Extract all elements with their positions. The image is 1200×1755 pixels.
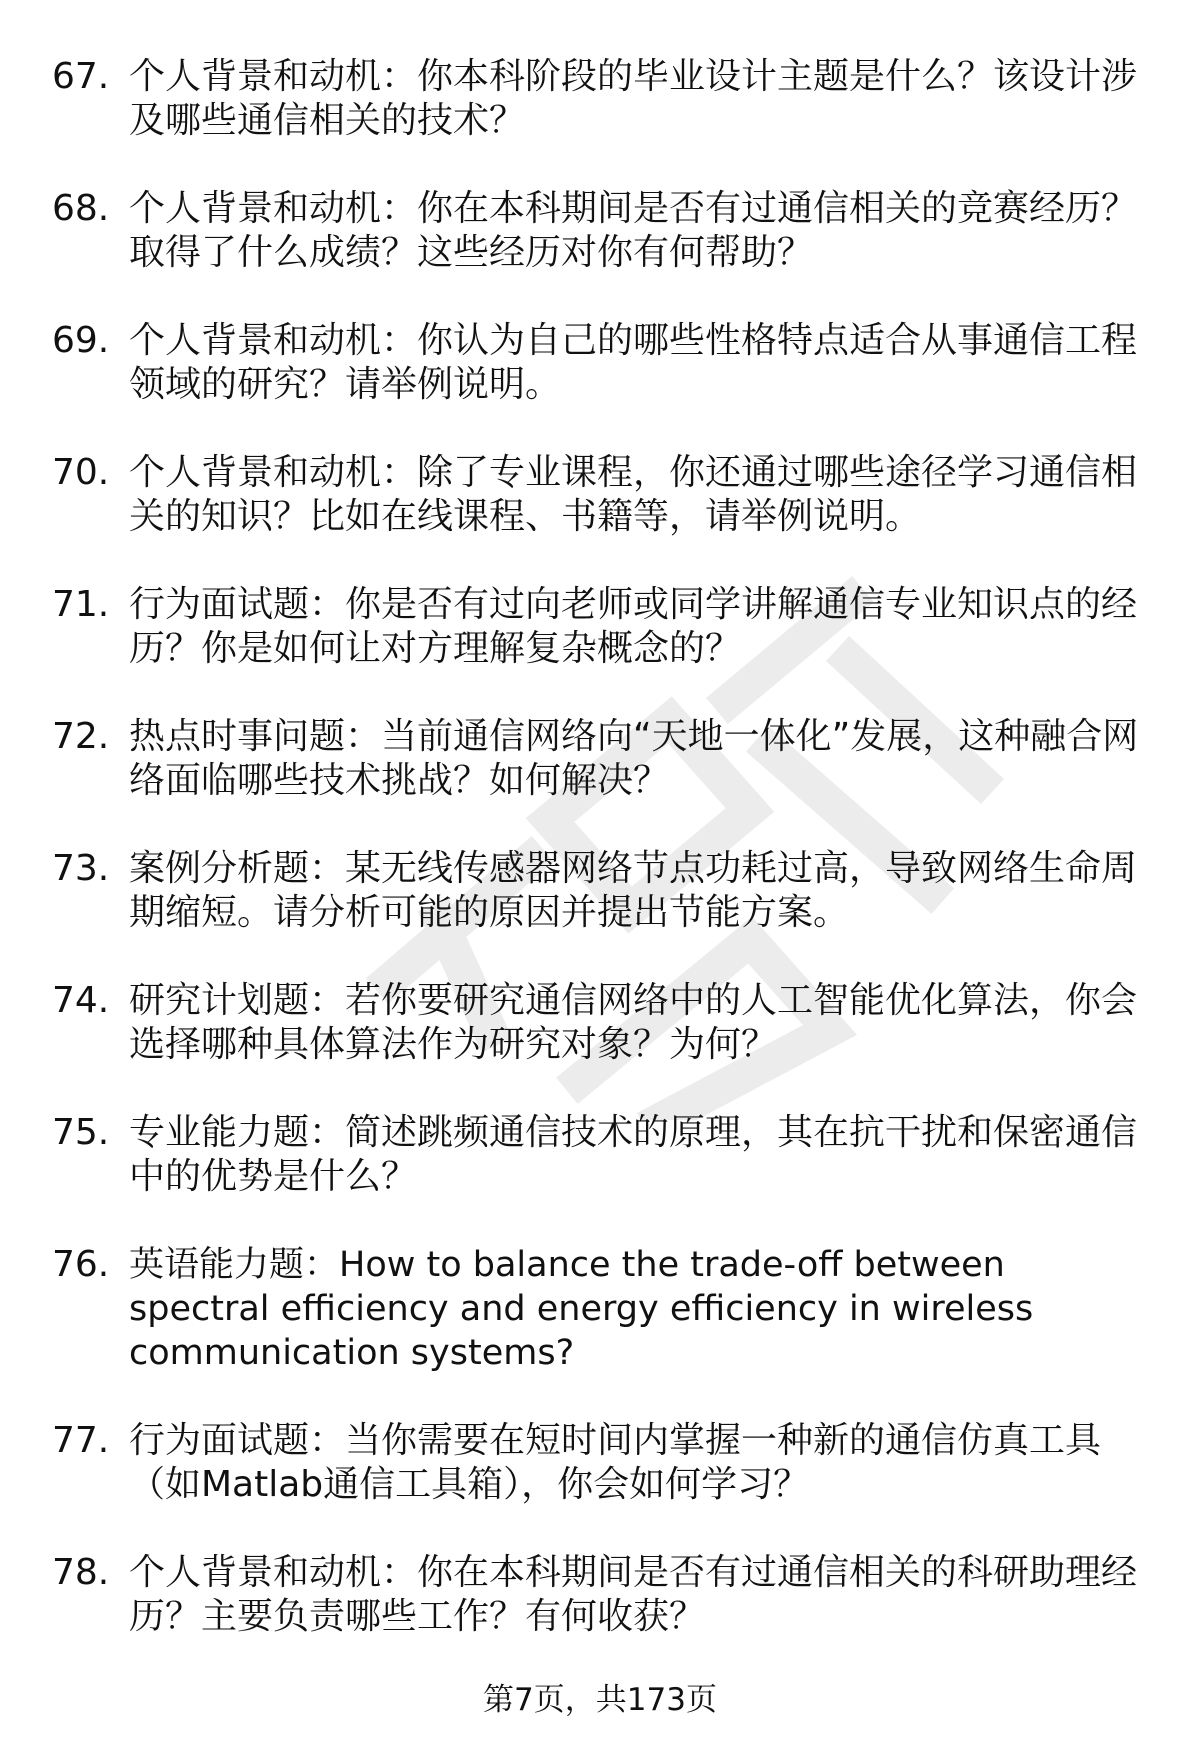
question-number: 71. bbox=[52, 584, 110, 625]
question-number: 69. bbox=[52, 320, 110, 361]
question-text: 热点时事问题：当前通信网络向“天地一体化”发展，这种融合网络面临哪些技术挑战？如何解决？ bbox=[129, 716, 1139, 801]
question-text: 行为面试题：你是否有过向老师或同学讲解通信专业知识点的经历？你是如何让对方理解复杂概念的？ bbox=[129, 584, 1138, 669]
question-text: 专业能力题：简述跳频通信技术的原理，其在抗干扰和保密通信中的优势是什么？ bbox=[129, 1112, 1138, 1197]
question-text: 个人背景和动机：除了专业课程，你还通过哪些途径学习通信相关的知识？比如在线课程、书籍等，请举例说明。 bbox=[129, 452, 1138, 537]
question-item bbox=[0, 187, 1200, 319]
question-text: 英语能力题：How to balance the trade-off between spectral efficiency and energy efficiency in wireless communication systems? bbox=[129, 1245, 1034, 1373]
question-item bbox=[0, 1419, 1200, 1551]
question-number: 74. bbox=[52, 980, 110, 1021]
question-item bbox=[0, 1551, 1200, 1683]
question-number: 78. bbox=[52, 1552, 110, 1593]
question-number: 72. bbox=[52, 716, 110, 757]
question-number: 77. bbox=[52, 1420, 110, 1461]
question-item bbox=[0, 715, 1200, 847]
question-item bbox=[0, 1111, 1200, 1243]
question-number: 75. bbox=[52, 1112, 110, 1153]
question-item bbox=[0, 583, 1200, 715]
question-text: 个人背景和动机：你本科阶段的毕业设计主题是什么？该设计涉及哪些通信相关的技术？ bbox=[129, 56, 1138, 141]
question-number: 70. bbox=[52, 452, 110, 493]
question-item bbox=[0, 1243, 1200, 1419]
question-number: 73. bbox=[52, 848, 110, 889]
question-number: 68. bbox=[52, 188, 110, 229]
page-indicator: 第7页，共173页 bbox=[483, 1682, 717, 1718]
question-item bbox=[0, 55, 1200, 187]
question-number: 67. bbox=[52, 56, 110, 97]
question-item bbox=[0, 979, 1200, 1111]
question-text: 个人背景和动机：你认为自己的哪些性格特点适合从事通信工程领域的研究？请举例说明。 bbox=[129, 320, 1138, 405]
question-text: 个人背景和动机：你在本科期间是否有过通信相关的竞赛经历？取得了什么成绩？这些经历对你有何帮助？ bbox=[129, 188, 1138, 273]
question-text: 行为面试题：当你需要在短时间内掌握一种新的通信仿真工具（如Matlab通信工具箱），你会如何学习？ bbox=[129, 1420, 1102, 1505]
question-text: 研究计划题：若你要研究通信网络中的人工智能优化算法，你会选择哪种具体算法作为研究对象？为何？ bbox=[129, 980, 1138, 1065]
question-text: 案例分析题：某无线传感器网络节点功耗过高，导致网络生命周期缩短。请分析可能的原因并提出节能方案。 bbox=[129, 848, 1138, 933]
question-number: 76. bbox=[52, 1244, 110, 1285]
question-list bbox=[0, 55, 1200, 1683]
question-item bbox=[0, 451, 1200, 583]
question-item bbox=[0, 319, 1200, 451]
question-item bbox=[0, 847, 1200, 979]
question-text: 个人背景和动机：你在本科期间是否有过通信相关的科研助理经历？主要负责哪些工作？有何收获？ bbox=[129, 1552, 1138, 1637]
